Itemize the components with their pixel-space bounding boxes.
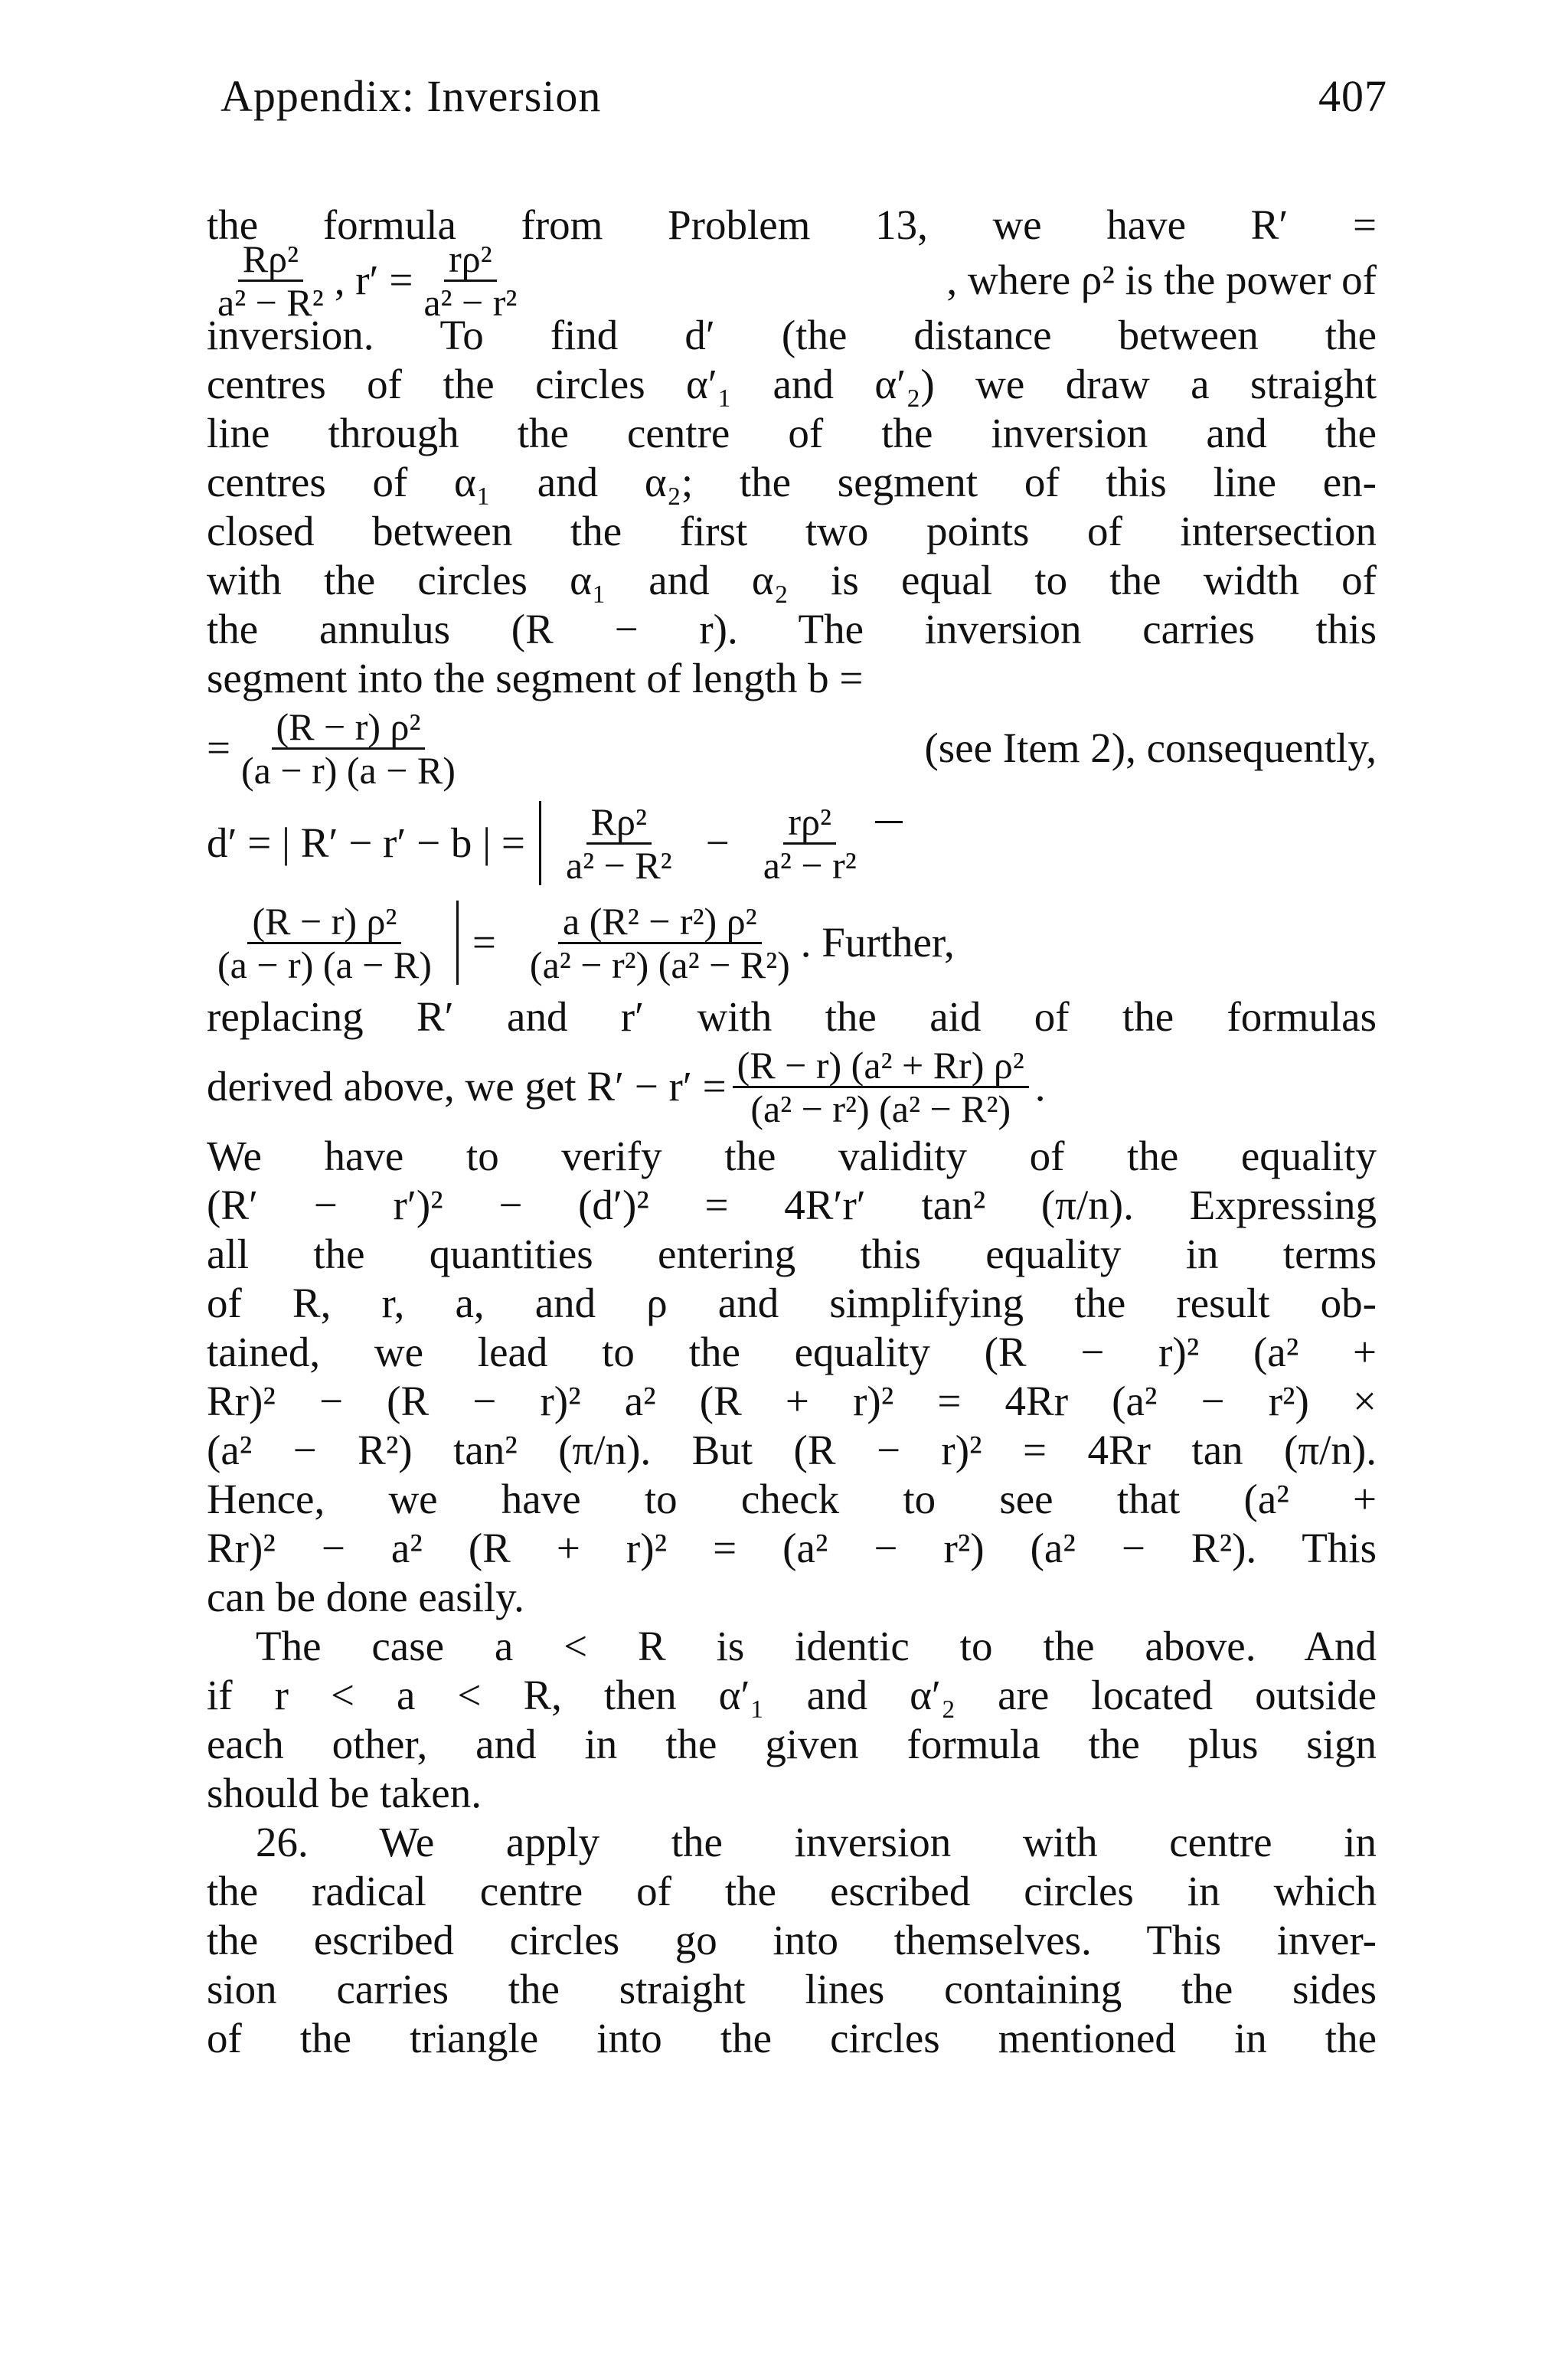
- fraction-numerator: rρ²: [783, 801, 836, 845]
- running-header: [220, 70, 1387, 122]
- text-line: We have to verify the validity of the equality: [207, 1133, 1377, 1179]
- text-line: line through the centre of the inversion and the: [207, 410, 1377, 456]
- fraction: [525, 901, 795, 986]
- text-line: Hence, we have to check to see that (a² +: [207, 1476, 1377, 1522]
- fraction-numerator: rρ²: [444, 238, 497, 282]
- fraction-denominator: a² − R²: [565, 843, 672, 887]
- page-number: 407: [1318, 71, 1387, 121]
- text-line: with the circles α₁ and α₂ is equal to the width of: [207, 557, 1377, 603]
- text-line: replacing R′ and r′ with the aid of the formulas: [207, 993, 1377, 1040]
- text-line: (R′ − r′)² − (d′)² = 4R′r′ tan² (π/n). Expressing: [207, 1182, 1377, 1228]
- text-line: The case a < R is identic to the above. And: [256, 1623, 1377, 1669]
- fraction: [561, 801, 677, 886]
- equation-text: (see Item 2), consequently,: [924, 724, 1377, 771]
- fraction: [213, 238, 328, 323]
- text-line: centres of α₁ and α₂; the segment of this line en-: [207, 459, 1377, 505]
- equation-text: =: [207, 724, 231, 771]
- equation-text: d′ = | R′ − r′ − b | =: [207, 819, 525, 866]
- fraction-denominator: (a² − r²) (a² − R²): [529, 943, 790, 986]
- text-line: all the quantities entering this equality in terms: [207, 1231, 1377, 1277]
- fraction-denominator: a² − r²: [763, 843, 857, 887]
- fraction-numerator: (R − r) ρ²: [272, 706, 426, 750]
- text-line: the formula from Problem 13, we have R′ =: [207, 201, 1377, 248]
- running-title: Appendix: Inversion: [220, 71, 602, 121]
- absolute-value-bar: [539, 801, 541, 885]
- text-line: if r < a < R, then α′₁ and α′₂ are located outside: [207, 1672, 1377, 1718]
- text-line: (a² − R²) tan² (π/n). But (R − r)² = 4Rr tan (π/n).: [207, 1427, 1377, 1473]
- text-line: segment into the segment of length b =: [207, 655, 864, 701]
- fraction-denominator: (a − r) (a − R): [241, 748, 456, 792]
- equation-text: .: [1034, 1063, 1046, 1110]
- text-line: 26. We apply the inversion with centre in: [256, 1819, 1377, 1865]
- fraction-denominator: a² − R²: [217, 280, 324, 324]
- text-line: of R, r, a, and ρ and simplifying the result ob-: [207, 1280, 1377, 1326]
- equation-line: [207, 703, 1377, 793]
- fraction-numerator: (R − r) (a² + Rr) ρ²: [733, 1045, 1029, 1088]
- fraction-numerator: (R − r) ρ²: [247, 901, 401, 944]
- equation-line: [207, 893, 1377, 992]
- fraction-denominator: a² − r²: [423, 280, 518, 324]
- fraction-numerator: a (R² − r²) ρ²: [558, 901, 762, 944]
- fraction: [419, 238, 521, 323]
- fraction: [759, 801, 861, 886]
- fraction-numerator: Rρ²: [238, 238, 303, 282]
- equation-text: , where ρ² is the power of: [946, 257, 1377, 303]
- text-line: should be taken.: [207, 1770, 482, 1816]
- fraction: [237, 706, 460, 791]
- fraction: [733, 1045, 1029, 1130]
- text-line: centres of the circles α′₁ and α′₂) we draw a straight: [207, 361, 1377, 407]
- equation-text: −: [705, 819, 730, 866]
- text-line: of the triangle into the circles mentioned in the: [207, 2015, 1377, 2061]
- text-line: Rr)² − a² (R + r)² = (a² − r²) (a² − R²). This: [207, 1525, 1377, 1571]
- text-line: can be done easily.: [207, 1574, 524, 1620]
- equation-text: . Further,: [800, 919, 955, 966]
- absolute-value-bar: [456, 901, 459, 985]
- text-line: the radical centre of the escribed circles in which: [207, 1868, 1377, 1914]
- text-line: inversion. To find d′ (the distance between the: [207, 312, 1377, 358]
- equation-text: derived above, we get R′ − r′ =: [207, 1063, 727, 1110]
- equation-line: [207, 1041, 1377, 1132]
- text-line: tained, we lead to the equality (R − r)² (a² +: [207, 1329, 1377, 1375]
- fraction-denominator: (a − r) (a − R): [217, 943, 432, 986]
- fraction: [213, 901, 436, 986]
- fraction-numerator: Rρ²: [586, 801, 652, 845]
- text-line: the annulus (R − r). The inversion carries this: [207, 606, 1377, 652]
- continuation-rule: [875, 821, 903, 823]
- body-text: [207, 201, 1377, 2063]
- equation-text: =: [472, 919, 496, 966]
- text-line: each other, and in the given formula the plus sign: [207, 1721, 1377, 1767]
- text-line: sion carries the straight lines containing the sides: [207, 1966, 1377, 2012]
- text-line: the escribed circles go into themselves. This inver-: [207, 1917, 1377, 1963]
- text-line: Rr)² − (R − r)² a² (R + r)² = 4Rr (a² − r²) ×: [207, 1378, 1377, 1424]
- equation-line: [207, 237, 1377, 324]
- fraction-denominator: (a² − r²) (a² − R²): [750, 1087, 1011, 1130]
- equation-text: , r′ =: [334, 257, 413, 303]
- equation-line: [207, 793, 1377, 893]
- text-line: closed between the first two points of intersection: [207, 508, 1377, 554]
